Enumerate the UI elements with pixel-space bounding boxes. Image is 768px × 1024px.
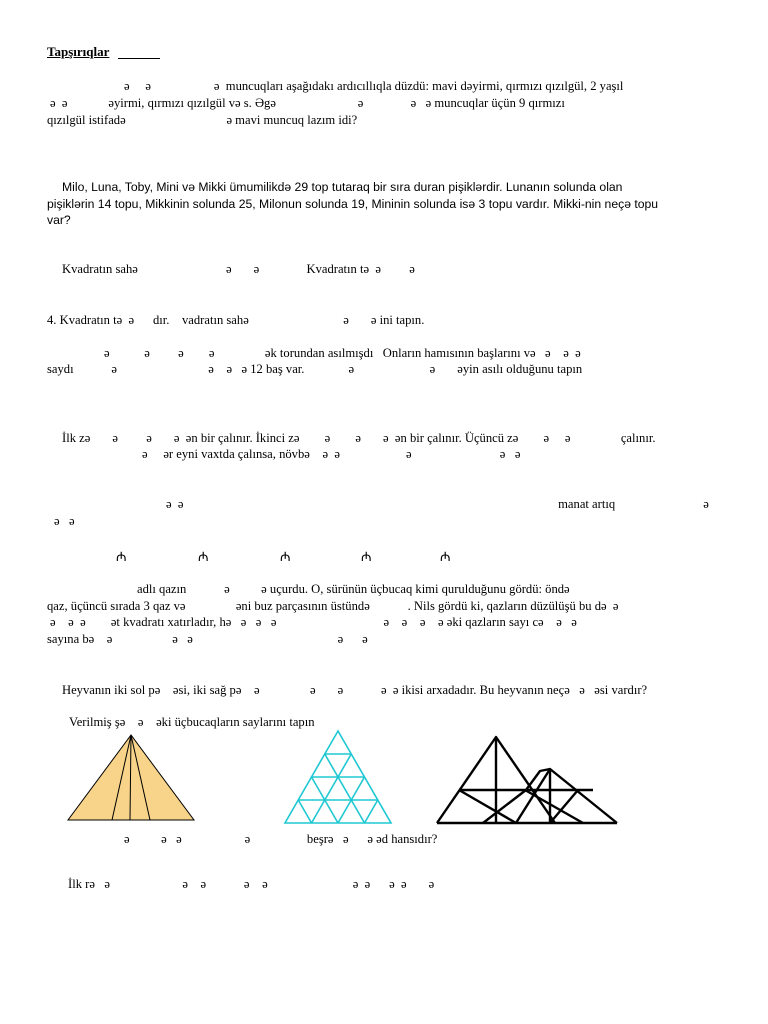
manat-glyph: ₼	[361, 549, 372, 564]
task-8-line-1: adlı qazın ə ə uçurdu. O, sürünün üçbucaq kimi qurulduğunu gördü: öndə	[137, 582, 570, 596]
task-5-line-1: ə ə ə ə ək torundan asılmışdı Onların hamısının başlarını və ə ə ə	[104, 346, 581, 360]
task-6-line-2: ə ər eyni vaxtda çalınsa, növbə ə ə ə ə ə	[142, 447, 521, 461]
task-3-line: Kvadratın sahə ə ə Kvadratın tə ə ə	[62, 262, 415, 276]
task-1-line-1: ə ə ə muncuqları aşağıdakı ardıcıllıqla düzdü: mavi dəyirmi, qırmızı qızılgül, 2 yaşıl	[124, 79, 624, 93]
grid-line	[365, 800, 378, 823]
manat-glyph: ₼	[198, 549, 209, 564]
manat-glyph: ₼	[280, 549, 291, 564]
task-6-line-1: İlk zə ə ə ə ən bir çalınır. İkinci zə ə ə ə ən bir çalınır. Üçüncü zə ə ə çalınır.	[62, 431, 656, 445]
manat-glyph: ₼	[440, 549, 451, 564]
task-10-line: Verilmiş şə ə əki üçbucaqların saylarını tapın	[69, 715, 315, 729]
page-title: Tapşırıqlar	[47, 44, 110, 59]
pyramid-figure	[66, 733, 196, 823]
title-underline	[118, 58, 160, 59]
cyan-triangle-grid-figure	[282, 728, 394, 826]
task-8-line-3: ə ə ə ət kvadratı xatırladır, hə ə ə ə ə ə ə ə əki qazların sayı cə ə ə	[50, 615, 577, 629]
black-triangle-figure	[433, 733, 621, 827]
task-8-line-2: qaz, üçüncü sırada 3 qaz və əni buz parçasının üstündə . Nils gördü ki, qazların düzülüşü bu də ə	[47, 599, 619, 613]
grid-line	[298, 800, 311, 823]
task-1-line-3: qızılgül istifadə ə mavi muncuq lazım idi?	[47, 113, 358, 127]
task-11-line: ə ə ə ə beşrə ə ə əd hansıdır?	[124, 832, 438, 846]
task-12-line: İlk rə ə ə ə ə ə ə ə ə ə ə	[68, 877, 435, 891]
task-4-line: 4. Kvadratın tə ə dır. vadratın sahə ə ə ini tapın.	[47, 313, 425, 327]
task-5-line-2: saydı ə ə ə ə 12 baş var. ə ə əyin asılı olduğunu tapın	[47, 362, 583, 376]
task-7-line-2: ə ə	[54, 514, 75, 528]
task-9-line: Heyvanın iki sol pə əsi, iki sağ pə ə ə ə ə ə ikisi arxadadır. Bu heyvanın neçə ə əsi vardır?	[62, 683, 648, 697]
task-8-line-4: sayına bə ə ə ə ə ə	[47, 632, 368, 646]
task-2-line-1: Milo, Luna, Toby, Mini və Mikki ümumilikdə 29 top tutaraq bir sıra duran pişiklərdir. Lunanın solunda olan	[62, 180, 623, 194]
task-2-line-2: pişiklərin 14 topu, Mikkinin solunda 25, Milonun solunda 19, Mininin solunda isə 3 topu vardır. Mikki-nin neçə topu	[47, 197, 659, 211]
task-1-line-2: ə ə əyirmi, qırmızı qızılgül və s. Əgə ə ə ə muncuqlar üçün 9 qırmızı	[50, 96, 565, 110]
manat-glyph: ₼	[116, 549, 127, 564]
task-2-line-3: var?	[47, 213, 71, 227]
task-7-line-1: ə ə manat artıq ə	[166, 497, 709, 511]
